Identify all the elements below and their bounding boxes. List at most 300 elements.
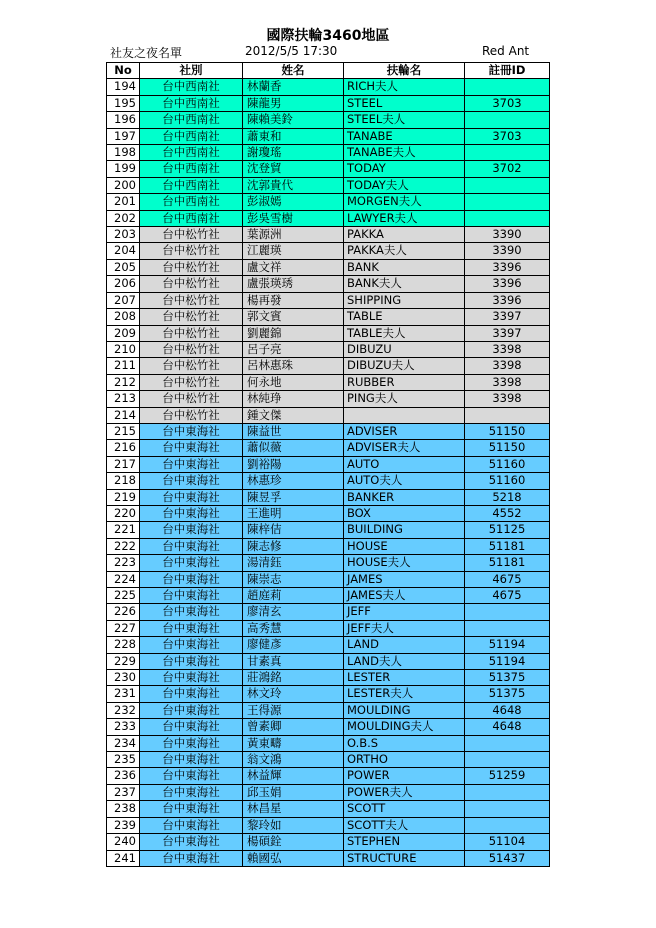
table-body [107,79,550,867]
cell-reg-id: 51150 [465,440,550,456]
cell-rotary-name: LESTER [344,670,465,686]
cell-rotary-name: TANABE [344,128,465,144]
cell-club: 台中松竹社 [140,374,243,390]
cell-name: 林惠珍 [243,473,344,489]
cell-no: 221 [107,522,140,538]
table-row [107,112,550,128]
cell-name: 劉裕陽 [243,456,344,472]
cell-no: 233 [107,719,140,735]
cell-reg-id: 51194 [465,653,550,669]
cell-no: 205 [107,259,140,275]
cell-club: 台中西南社 [140,145,243,161]
cell-club: 台中松竹社 [140,292,243,308]
cell-reg-id [465,194,550,210]
table-row [107,719,550,735]
cell-club: 台中東海社 [140,538,243,554]
cell-rotary-name: ADVISER [344,423,465,439]
table-row [107,391,550,407]
table-row [107,374,550,390]
cell-rotary-name: JAMES夫人 [344,588,465,604]
cell-no: 216 [107,440,140,456]
cell-no: 225 [107,588,140,604]
cell-no: 226 [107,604,140,620]
cell-name: 葉源洲 [243,227,344,243]
cell-name: 蕭東和 [243,128,344,144]
cell-no: 237 [107,784,140,800]
cell-club: 台中西南社 [140,210,243,226]
cell-club: 台中松竹社 [140,227,243,243]
table-row [107,735,550,751]
cell-club: 台中東海社 [140,571,243,587]
cell-reg-id: 3396 [465,259,550,275]
cell-reg-id [465,210,550,226]
cell-club: 台中松竹社 [140,325,243,341]
cell-rotary-name: PING夫人 [344,391,465,407]
cell-name: 楊再發 [243,292,344,308]
cell-club: 台中東海社 [140,522,243,538]
cell-name: 翁文鴻 [243,752,344,768]
cell-rotary-name: TABLE夫人 [344,325,465,341]
cell-club: 台中松竹社 [140,341,243,357]
cell-rotary-name: STEEL [344,95,465,111]
cell-no: 217 [107,456,140,472]
cell-name: 陳龍男 [243,95,344,111]
cell-club: 台中東海社 [140,801,243,817]
cell-no: 235 [107,752,140,768]
cell-rotary-name: PAKKA夫人 [344,243,465,259]
table-row [107,604,550,620]
table-row [107,834,550,850]
cell-reg-id: 5218 [465,489,550,505]
cell-name: 趙庭莉 [243,588,344,604]
cell-no: 223 [107,555,140,571]
cell-reg-id: 3398 [465,391,550,407]
table-row [107,161,550,177]
cell-rotary-name: TODAY夫人 [344,177,465,193]
cell-reg-id: 3398 [465,374,550,390]
cell-name: 陳益世 [243,423,344,439]
cell-club: 台中東海社 [140,423,243,439]
cell-no: 197 [107,128,140,144]
cell-rotary-name: DIBUZU夫人 [344,358,465,374]
cell-no: 234 [107,735,140,751]
table-row [107,473,550,489]
cell-club: 台中東海社 [140,637,243,653]
cell-rotary-name: BANK夫人 [344,276,465,292]
cell-rotary-name: LAND [344,637,465,653]
cell-no: 206 [107,276,140,292]
cell-reg-id: 3390 [465,227,550,243]
table-row [107,292,550,308]
cell-no: 198 [107,145,140,161]
cell-name: 呂林惠珠 [243,358,344,374]
cell-reg-id [465,784,550,800]
cell-no: 214 [107,407,140,423]
cell-name: 郭文賓 [243,309,344,325]
cell-reg-id [465,407,550,423]
page-title: 國際扶輪3460地區 [266,28,390,44]
cell-no: 207 [107,292,140,308]
cell-reg-id: 51181 [465,538,550,554]
cell-rotary-name: MOULDING [344,702,465,718]
cell-rotary-name: LAWYER夫人 [344,210,465,226]
cell-club: 台中西南社 [140,95,243,111]
column-header-rotary-name: 扶輪名 [344,63,465,79]
cell-reg-id: 4648 [465,719,550,735]
cell-club: 台中松竹社 [140,259,243,275]
cell-club: 台中松竹社 [140,243,243,259]
cell-reg-id [465,752,550,768]
cell-reg-id: 51375 [465,670,550,686]
cell-no: 215 [107,423,140,439]
cell-rotary-name: RUBBER [344,374,465,390]
table-row [107,210,550,226]
cell-club: 台中東海社 [140,702,243,718]
cell-club: 台中東海社 [140,817,243,833]
cell-no: 210 [107,341,140,357]
cell-rotary-name: STEEL夫人 [344,112,465,128]
cell-reg-id: 51104 [465,834,550,850]
cell-no: 241 [107,850,140,866]
cell-club: 台中松竹社 [140,407,243,423]
cell-no: 219 [107,489,140,505]
table-row [107,276,550,292]
cell-club: 台中東海社 [140,456,243,472]
cell-name: 鍾文傑 [243,407,344,423]
cell-rotary-name: TODAY [344,161,465,177]
table-row [107,620,550,636]
cell-reg-id: 51437 [465,850,550,866]
cell-rotary-name: STRUCTURE [344,850,465,866]
cell-name: 湯清鈺 [243,555,344,571]
cell-no: 203 [107,227,140,243]
cell-no: 199 [107,161,140,177]
cell-club: 台中東海社 [140,505,243,521]
cell-name: 賴國弘 [243,850,344,866]
table-row [107,227,550,243]
cell-reg-id: 3398 [465,358,550,374]
table-row [107,407,550,423]
cell-rotary-name: TABLE [344,309,465,325]
table-row [107,128,550,144]
cell-no: 230 [107,670,140,686]
member-table [106,62,550,867]
cell-club: 台中西南社 [140,128,243,144]
table-row [107,243,550,259]
cell-rotary-name: HOUSE夫人 [344,555,465,571]
cell-club: 台中東海社 [140,489,243,505]
cell-reg-id: 3397 [465,309,550,325]
table-row [107,79,550,95]
cell-name: 盧文祥 [243,259,344,275]
table-row [107,801,550,817]
cell-name: 彭淑嫣 [243,194,344,210]
cell-club: 台中松竹社 [140,276,243,292]
cell-reg-id: 51150 [465,423,550,439]
cell-rotary-name: MOULDING夫人 [344,719,465,735]
cell-name: 沈登貿 [243,161,344,177]
table-row [107,670,550,686]
cell-club: 台中東海社 [140,719,243,735]
cell-rotary-name: TANABE夫人 [344,145,465,161]
cell-rotary-name: ADVISER夫人 [344,440,465,456]
cell-rotary-name: SHIPPING [344,292,465,308]
cell-name: 蕭似薇 [243,440,344,456]
cell-no: 224 [107,571,140,587]
table-row [107,145,550,161]
cell-rotary-name: HOUSE [344,538,465,554]
cell-rotary-name: LAND夫人 [344,653,465,669]
cell-no: 212 [107,374,140,390]
cell-rotary-name: SCOTT [344,801,465,817]
cell-rotary-name: STEPHEN [344,834,465,850]
cell-name: 陳崇志 [243,571,344,587]
cell-reg-id: 3397 [465,325,550,341]
cell-club: 台中東海社 [140,686,243,702]
cell-name: 廖健彥 [243,637,344,653]
cell-club: 台中西南社 [140,161,243,177]
cell-reg-id: 3396 [465,292,550,308]
table-row [107,571,550,587]
table-header-row [107,63,550,79]
author-label: Red Ant [482,44,530,58]
cell-name: 何永地 [243,374,344,390]
cell-reg-id: 4552 [465,505,550,521]
table-row [107,440,550,456]
table-row [107,784,550,800]
cell-no: 238 [107,801,140,817]
cell-club: 台中東海社 [140,440,243,456]
cell-name: 沈郭貴代 [243,177,344,193]
table-row [107,423,550,439]
cell-no: 236 [107,768,140,784]
cell-reg-id: 3703 [465,128,550,144]
cell-reg-id [465,817,550,833]
cell-no: 194 [107,79,140,95]
table-row [107,538,550,554]
cell-rotary-name: BANKER [344,489,465,505]
cell-no: 239 [107,817,140,833]
cell-club: 台中東海社 [140,670,243,686]
cell-reg-id: 3398 [465,341,550,357]
cell-club: 台中西南社 [140,177,243,193]
table-row [107,505,550,521]
cell-name: 陳志修 [243,538,344,554]
cell-name: 陳梓佶 [243,522,344,538]
table-row [107,817,550,833]
cell-club: 台中松竹社 [140,309,243,325]
cell-reg-id: 51125 [465,522,550,538]
table-row [107,653,550,669]
cell-rotary-name: JEFF [344,604,465,620]
cell-rotary-name: MORGEN夫人 [344,194,465,210]
cell-no: 229 [107,653,140,669]
cell-no: 213 [107,391,140,407]
cell-club: 台中東海社 [140,850,243,866]
cell-reg-id: 4675 [465,571,550,587]
cell-reg-id: 3702 [465,161,550,177]
cell-no: 222 [107,538,140,554]
cell-reg-id: 51181 [465,555,550,571]
cell-reg-id [465,112,550,128]
cell-no: 208 [107,309,140,325]
cell-rotary-name [344,407,465,423]
cell-rotary-name: JAMES [344,571,465,587]
cell-name: 林昌星 [243,801,344,817]
table-row [107,325,550,341]
cell-no: 196 [107,112,140,128]
cell-rotary-name: AUTO [344,456,465,472]
table-row [107,177,550,193]
cell-name: 呂子亮 [243,341,344,357]
timestamp: 2012/5/5 17:30 [245,44,338,58]
cell-no: 209 [107,325,140,341]
cell-reg-id [465,735,550,751]
cell-name: 邱玉娟 [243,784,344,800]
cell-no: 231 [107,686,140,702]
column-header-reg-id: 註冊ID [465,63,550,79]
cell-reg-id: 51259 [465,768,550,784]
table-row [107,95,550,111]
cell-name: 陳賴美鈴 [243,112,344,128]
cell-name: 王進明 [243,505,344,521]
cell-club: 台中松竹社 [140,391,243,407]
cell-rotary-name: LESTER夫人 [344,686,465,702]
table-row [107,358,550,374]
cell-reg-id: 4648 [465,702,550,718]
table-row [107,637,550,653]
cell-no: 204 [107,243,140,259]
cell-name: 劉麗錦 [243,325,344,341]
cell-name: 林蘭香 [243,79,344,95]
cell-club: 台中東海社 [140,752,243,768]
cell-name: 黃東疇 [243,735,344,751]
cell-name: 謝瓊瑤 [243,145,344,161]
cell-rotary-name: BOX [344,505,465,521]
cell-no: 227 [107,620,140,636]
cell-name: 江麗瑛 [243,243,344,259]
cell-reg-id: 3396 [465,276,550,292]
cell-rotary-name: SCOTT夫人 [344,817,465,833]
cell-name: 王得源 [243,702,344,718]
cell-club: 台中西南社 [140,112,243,128]
table-row [107,341,550,357]
table-row [107,850,550,866]
cell-name: 陳昱孚 [243,489,344,505]
cell-club: 台中東海社 [140,473,243,489]
table-row [107,752,550,768]
cell-rotary-name: ORTHO [344,752,465,768]
cell-club: 台中東海社 [140,768,243,784]
cell-club: 台中松竹社 [140,358,243,374]
cell-name: 林純琤 [243,391,344,407]
cell-rotary-name: PAKKA [344,227,465,243]
cell-name: 盧張瑛琇 [243,276,344,292]
cell-rotary-name: POWER [344,768,465,784]
cell-name: 高秀慧 [243,620,344,636]
cell-rotary-name: RICH夫人 [344,79,465,95]
table-row [107,194,550,210]
cell-reg-id [465,604,550,620]
cell-name: 林文玲 [243,686,344,702]
cell-club: 台中西南社 [140,79,243,95]
table-row [107,588,550,604]
cell-no: 200 [107,177,140,193]
cell-no: 195 [107,95,140,111]
table-row [107,259,550,275]
cell-no: 218 [107,473,140,489]
cell-rotary-name: JEFF夫人 [344,620,465,636]
cell-club: 台中西南社 [140,194,243,210]
cell-reg-id: 4675 [465,588,550,604]
table-row [107,522,550,538]
cell-reg-id: 3703 [465,95,550,111]
cell-reg-id: 51375 [465,686,550,702]
table-row [107,702,550,718]
column-header-no: No [107,63,140,79]
cell-reg-id [465,801,550,817]
cell-name: 甘素真 [243,653,344,669]
cell-no: 220 [107,505,140,521]
cell-rotary-name: BUILDING [344,522,465,538]
cell-club: 台中東海社 [140,604,243,620]
cell-reg-id [465,620,550,636]
cell-rotary-name: O.B.S [344,735,465,751]
cell-reg-id [465,177,550,193]
cell-no: 232 [107,702,140,718]
table-row [107,489,550,505]
cell-reg-id: 51194 [465,637,550,653]
cell-name: 曾素卿 [243,719,344,735]
cell-no: 202 [107,210,140,226]
cell-reg-id: 51160 [465,456,550,472]
cell-reg-id: 51160 [465,473,550,489]
column-header-club: 社別 [140,63,243,79]
cell-name: 黎玲如 [243,817,344,833]
cell-club: 台中東海社 [140,735,243,751]
cell-no: 211 [107,358,140,374]
cell-name: 彭吳雪樹 [243,210,344,226]
cell-club: 台中東海社 [140,653,243,669]
table-row [107,309,550,325]
cell-club: 台中東海社 [140,834,243,850]
table-row [107,456,550,472]
cell-no: 228 [107,637,140,653]
cell-name: 林益輝 [243,768,344,784]
cell-reg-id [465,145,550,161]
cell-club: 台中東海社 [140,784,243,800]
cell-no: 201 [107,194,140,210]
table-row [107,555,550,571]
cell-reg-id: 3390 [465,243,550,259]
cell-club: 台中東海社 [140,620,243,636]
cell-rotary-name: DIBUZU [344,341,465,357]
cell-no: 240 [107,834,140,850]
cell-reg-id [465,79,550,95]
cell-rotary-name: AUTO夫人 [344,473,465,489]
cell-name: 廖清玄 [243,604,344,620]
table-row [107,686,550,702]
cell-club: 台中東海社 [140,588,243,604]
cell-rotary-name: BANK [344,259,465,275]
cell-name: 楊碩銓 [243,834,344,850]
cell-rotary-name: POWER夫人 [344,784,465,800]
cell-club: 台中東海社 [140,555,243,571]
list-subtitle: 社友之夜名單 [110,46,183,60]
cell-name: 莊鴻銘 [243,670,344,686]
table-row [107,768,550,784]
column-header-name: 姓名 [243,63,344,79]
